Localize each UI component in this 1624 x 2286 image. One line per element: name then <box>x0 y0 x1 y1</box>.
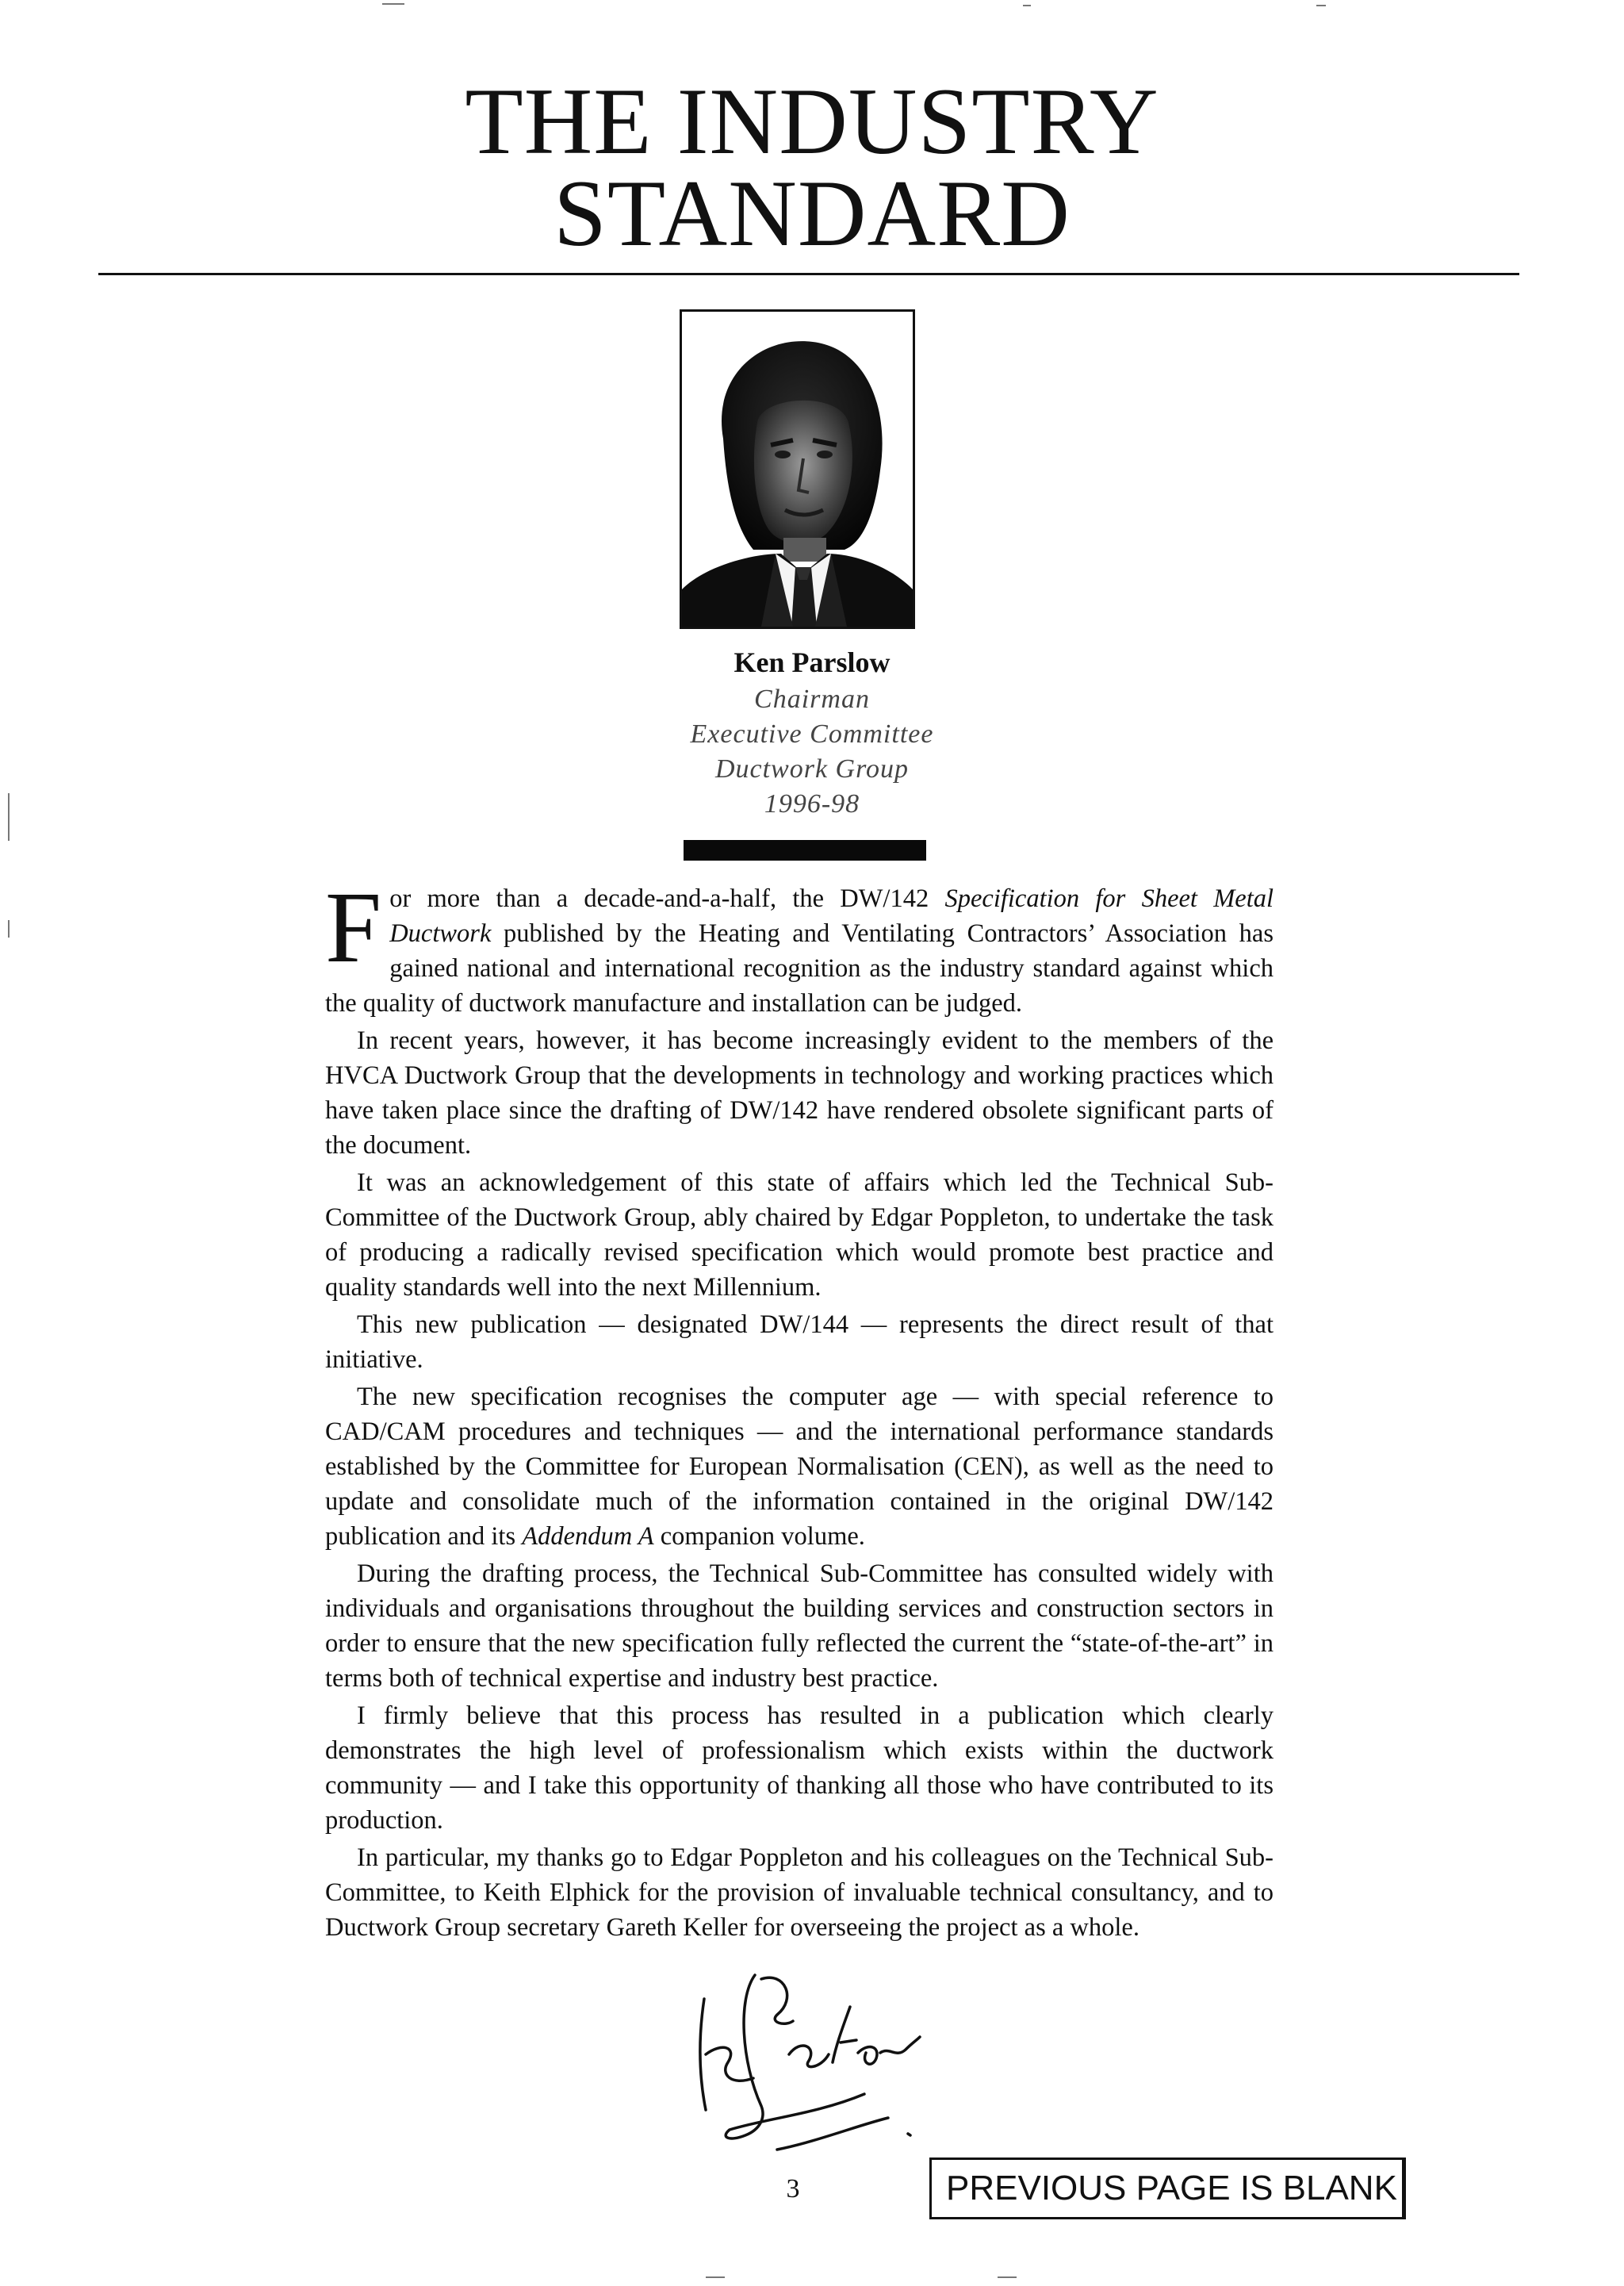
body-paragraph: In recent years, however, it has become increasingly evident to the members of the HVCA Ductwork Group that the developments in technology and working practices which have taken place since the drafting of DW/142 have rendered obsolete significant parts of the document. <box>325 1026 1274 1160</box>
scan-edge-mark <box>706 2276 725 2278</box>
page-title-line-2: STANDARD <box>553 160 1071 266</box>
article-body <box>325 871 1274 1947</box>
portrait-illustration <box>682 312 913 627</box>
body-paragraph: During the drafting process, the Technical Sub-Committee has consulted widely with individuals and organisations throughout the building services and construction sectors in order to ensure that the new specification fully reflected the current the “state-of-the-art” in terms both of technical expertise and industry best practice. <box>325 1559 1274 1693</box>
drop-cap: F <box>325 871 382 984</box>
body-paragraph <box>325 871 1274 1021</box>
body-paragraph: In particular, my thanks go to Edgar Poppleton and his colleagues on the Technical Sub-Committee, to Keith Elphick for the provision of invaluable technical consultancy, and to Ductwork Group secretary Gareth Keller for overseeing the project as a whole. <box>325 1843 1274 1942</box>
body-text-run: companion volume. <box>653 1522 865 1551</box>
title-rule <box>98 273 1519 275</box>
caption-role-line: Ductwork Group <box>714 754 910 784</box>
scan-edge-mark <box>8 793 10 841</box>
decorative-black-bar <box>684 840 926 861</box>
previous-page-blank-notice: PREVIOUS PAGE IS BLANK <box>929 2158 1406 2219</box>
handwritten-signature <box>682 1967 944 2165</box>
scan-edge-mark <box>1316 5 1326 6</box>
page-title <box>0 68 1624 266</box>
body-text-run: or more than a decade-and-a-half, the DW/142 <box>389 884 945 913</box>
scan-edge-mark <box>8 920 10 938</box>
publication-title: Specification for Sheet Metal Ductwork <box>389 884 1274 948</box>
caption-name: Ken Parslow <box>733 646 891 678</box>
publication-title: Addendum A <box>522 1522 654 1551</box>
caption-role-line: Executive Committee <box>690 719 934 749</box>
scan-edge-mark <box>382 3 404 5</box>
page-title-line-1: THE INDUSTRY <box>465 68 1159 174</box>
body-paragraph: It was an acknowledgement of this state of affairs which led the Technical Sub-Committee of the Ductwork Group, ably chaired by Edgar Poppleton, to undertake the task of producing a radically revised specification which would promote best practice and quality standards well into the next Millennium. <box>325 1168 1274 1302</box>
scan-edge-mark <box>998 2276 1017 2278</box>
portrait-photo <box>680 309 915 629</box>
caption-role-line: 1996-98 <box>764 789 860 819</box>
scan-edge-mark <box>1023 5 1031 6</box>
body-paragraph: This new publication — designated DW/144 — represents the direct result of that initiative. <box>325 1310 1274 1374</box>
body-paragraph <box>325 1379 1274 1554</box>
body-text-run: The new specification recognises the computer age — with special reference to CAD/CAM procedures and techniques — and the international performance standards established by the Committee for European Normalisation (CEN), as well as the need to update and consolidate much of the information contained in the original DW/142 publication and its <box>325 1383 1274 1551</box>
body-text-run: published by the Heating and Ventilating Contractors’ Association has gained national and international recognition as the industry standard against which the quality of ductwork manufacture and installation can be judged. <box>325 919 1274 1018</box>
portrait-caption <box>0 642 1624 822</box>
body-paragraph: I firmly believe that this process has resulted in a publication which clearly demonstrates the high level of professionalism which exists within the ductwork community — and I take this opportunity of thanking all those who have contributed to its production. <box>325 1701 1274 1835</box>
page-number: 3 <box>786 2174 800 2204</box>
caption-role-line: Chairman <box>754 685 870 714</box>
